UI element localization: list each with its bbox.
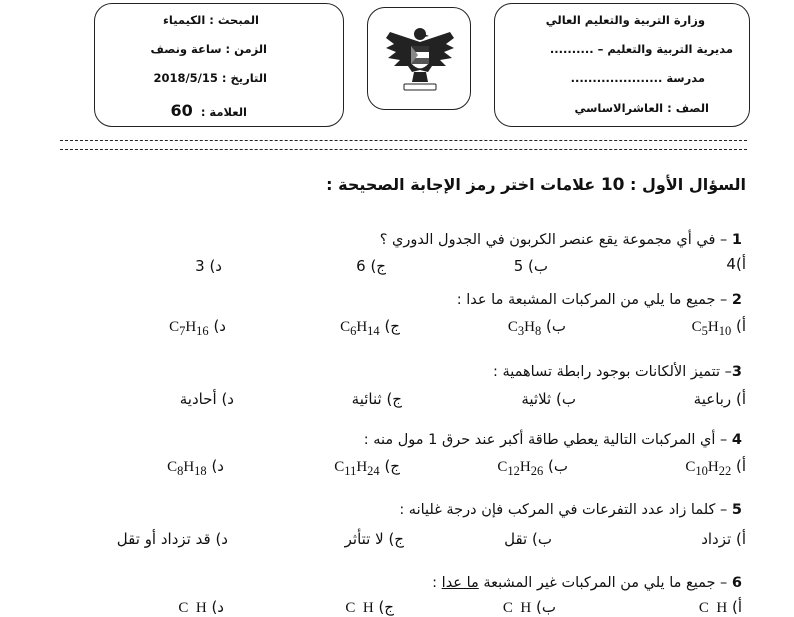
item-3-text — [493, 364, 742, 380]
question-title — [326, 175, 746, 195]
item-1-option-d[interactable] — [195, 257, 222, 275]
item-stem-end: : — [432, 575, 442, 591]
item-4-option-c[interactable] — [334, 457, 400, 479]
item-stem-emphasis: ما عدا — [441, 575, 479, 591]
option-value: أحادية — [179, 390, 217, 408]
option-letter: أ) — [735, 457, 746, 475]
option-letter: أ) — [731, 598, 742, 616]
item-3-option-a[interactable] — [694, 390, 746, 408]
item-1-option-a[interactable] — [726, 255, 746, 273]
separator-line — [60, 140, 747, 150]
option-value: لا تتأثر — [344, 530, 384, 548]
date-label: التاريخ : — [221, 71, 267, 85]
formula: $C_7H_{16}$ — [169, 319, 209, 338]
class-label: الصف : العاشرالاساسي — [574, 101, 709, 115]
formula: $C_{11}H_{24}$ — [334, 459, 380, 478]
eagle-emblem-icon — [380, 20, 460, 100]
formula: $C_6H_{14}$ — [340, 319, 380, 338]
item-5-option-b[interactable] — [504, 530, 552, 548]
option-value: رباعية — [693, 390, 732, 408]
item-3-option-d[interactable] — [180, 390, 234, 408]
option-letter: ب) — [556, 390, 576, 408]
formula: $C_8H_{18}$ — [167, 459, 207, 478]
option-value: تزداد — [701, 530, 732, 548]
option-letter: د) — [211, 457, 224, 475]
option-letter: ب) — [536, 598, 556, 616]
option-letter: د) — [215, 530, 228, 548]
formula: $C_{12}H_{26}$ — [497, 459, 544, 478]
item-number: 6 — [731, 575, 742, 591]
question-instruction: علامات اختر رمز الإجابة الصحيحة : — [326, 175, 601, 194]
option-value: 4 — [726, 255, 736, 273]
item-1-option-b[interactable] — [514, 257, 548, 275]
item-6-text — [432, 575, 742, 591]
item-3-option-c[interactable] — [352, 390, 402, 408]
option-letter: أ) — [735, 390, 746, 408]
option-letter: ج) — [386, 390, 402, 408]
option-letter: أ) — [735, 255, 746, 273]
mark-row — [171, 101, 247, 120]
time-label: الزمن : ساعة ونصف — [150, 42, 267, 56]
item-5-option-c[interactable] — [345, 530, 404, 548]
item-2-option-d[interactable] — [169, 317, 226, 339]
date-row — [153, 71, 267, 85]
item-6-option-d[interactable] — [178, 598, 224, 617]
school-info-box — [494, 3, 750, 127]
option-letter: أ) — [735, 530, 746, 548]
item-stem: – تتميز الألكانات بوجود رابطة تساهمية : — [492, 364, 732, 380]
item-6-option-b[interactable] — [503, 598, 556, 617]
option-letter: ج) — [384, 457, 400, 475]
option-value: ثنائية — [351, 390, 382, 408]
formula: C H — [698, 600, 728, 616]
option-letter: د) — [211, 598, 224, 616]
formula: C H — [178, 600, 207, 616]
directorate-label: مديرية التربية والتعليم – .......... — [549, 42, 733, 56]
option-letter: ج) — [370, 257, 386, 275]
item-3-option-b[interactable] — [521, 390, 576, 408]
question-title-label: السؤال الأول : — [624, 175, 746, 194]
option-letter: ج) — [384, 317, 400, 335]
item-2-option-a[interactable] — [692, 317, 746, 339]
school-label: مدرسة ..................... — [570, 71, 705, 85]
option-value: تقل — [504, 530, 528, 548]
option-value: 6 — [356, 257, 366, 275]
exam-info-box — [94, 3, 344, 127]
option-value: 3 — [195, 257, 205, 275]
item-5-text — [399, 502, 742, 518]
formula: C H — [502, 600, 532, 616]
item-number: 3 — [731, 364, 742, 380]
item-stem: – جميع ما يلي من المركبات المشبعة ما عدا : — [456, 292, 732, 308]
option-letter: ب) — [528, 257, 548, 275]
item-number: 5 — [731, 502, 742, 518]
formula: $C_5H_{10}$ — [691, 319, 732, 338]
item-5-option-a[interactable] — [701, 530, 746, 548]
item-6-option-a[interactable] — [699, 598, 742, 617]
option-value: 5 — [513, 257, 524, 275]
item-number: 4 — [731, 432, 742, 448]
item-4-option-a[interactable] — [685, 457, 746, 479]
item-1-option-c[interactable] — [356, 257, 386, 275]
item-1-text — [380, 232, 742, 248]
date-value: 2018/5/15 — [153, 71, 218, 85]
item-stem: – جميع ما يلي من المركبات غير المشبعة — [478, 575, 732, 591]
formula: $C_3H_8$ — [507, 319, 542, 338]
ministry-label: وزارة التربية والتعليم العالي — [545, 13, 705, 27]
item-2-option-c[interactable] — [340, 317, 400, 339]
option-letter: ج) — [378, 598, 394, 616]
option-letter: ب) — [546, 317, 566, 335]
option-letter: د) — [209, 257, 222, 275]
item-5-option-d[interactable] — [117, 530, 228, 548]
mark-label: العلامة : — [200, 105, 247, 119]
option-value: ثلاثية — [521, 390, 552, 408]
item-4-option-b[interactable] — [497, 457, 568, 479]
item-stem: – كلما زاد عدد التفرعات في المركب فإن درجة غليانه : — [399, 502, 732, 518]
item-4-text — [364, 432, 742, 448]
option-letter: أ) — [735, 317, 746, 335]
option-letter: ب) — [548, 457, 568, 475]
item-number: 2 — [731, 292, 742, 308]
logo-box — [367, 7, 471, 110]
item-stem: – في أي مجموعة يقع عنصر الكربون في الجدول الدوري ؟ — [379, 232, 732, 248]
item-2-option-b[interactable] — [508, 317, 566, 339]
item-stem: – أي المركبات التالية يعطي طاقة أكبر عند حرق 1 مول منه : — [363, 432, 732, 448]
question-marks: 10 — [600, 175, 625, 195]
item-number: 1 — [731, 232, 742, 248]
option-letter: ج) — [388, 530, 404, 548]
formula: $C_{10}H_{22}$ — [685, 459, 732, 478]
item-6-option-c[interactable] — [345, 598, 394, 617]
item-2-text — [457, 292, 742, 308]
subject-label: المبحث : الكيمياء — [163, 13, 259, 27]
option-value: قد تزداد أو تقل — [116, 530, 211, 548]
formula: C H — [345, 600, 374, 616]
option-letter: د) — [213, 317, 226, 335]
mark-value: 60 — [170, 101, 193, 120]
item-4-option-d[interactable] — [167, 457, 224, 479]
option-letter: د) — [221, 390, 234, 408]
option-letter: ب) — [532, 530, 552, 548]
